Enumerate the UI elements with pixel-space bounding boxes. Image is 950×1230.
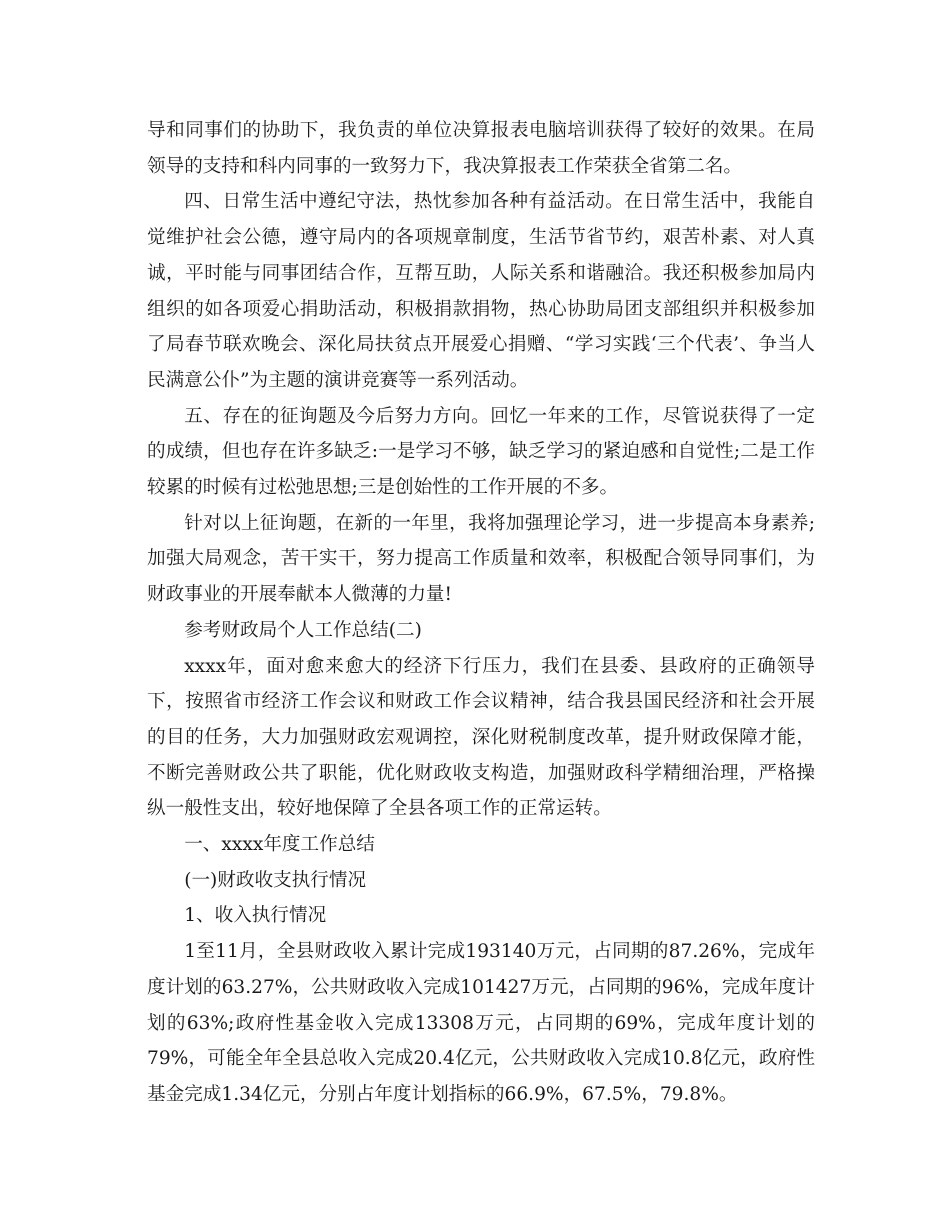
paragraph-daily-life: 四、日常生活中遵纪守法，热忱参加各种有益活动。在日常生活中，我能自觉维护社会公德，遵守局内的各项规章制度，生活节省节约，艰苦朴素、对人真诚，平时能与同事团结合作，互帮互助，人际关系和谐融洽。我还积极参加局内组织的如各项爱心捐助活动，积极捐款捐物，热心协助局团支部组织并积极参加了局春节联欢晚会、深化局扶贫点开展爱心捐赠、“学习实践‘三个代表’、争当人民满意公仆”为主题的演讲竞赛等一系列活动。 (147, 191, 815, 391)
paragraph-plans: 针对以上征询题，在新的一年里，我将加强理论学习，进一步提高本身素养;加强大局观念，苦干实干，努力提高工作质量和效率，积极配合领导同事们，为财政事业的开展奉献本人微薄的力量! (147, 512, 815, 606)
heading-annual-summary: 一、xxxx年度工作总结 (184, 834, 375, 856)
paragraph-overview: xxxx年，面对愈来愈大的经济下行压力，我们在县委、县政府的正确领导下，按照省市经济工作会议和财政工作会议精神，结合我县国民经济和社会开展的目的任务，大力加强财政宏观调控，深化财税制度改革，提升财政保障才能，不断完善财政公共了职能，优化财政收支构造，加强财政科学精细治理，严格操纵一般性支出，较好地保障了全县各项工作的正常运转。 (147, 655, 815, 820)
paragraph-continuation: 导和同事们的协助下，我负责的单位决算报表电脑培训获得了较好的效果。在局领导的支持和科内同事的一致努力下，我决算报表工作荣获全省第二名。 (147, 120, 815, 177)
section-title: 参考财政局个人工作总结(二) (184, 619, 422, 641)
paragraph-problems: 五、存在的征询题及今后努力方向。回忆一年来的工作，尽管说获得了一定的成绩，但也存在许多缺乏:一是学习不够，缺乏学习的紧迫感和自觉性;二是工作较累的时候有过松弛思想;三是创始性的工作开展的不多。 (147, 405, 815, 499)
paragraph-revenue-figures: 1至11月，全县财政收入累计完成193140万元，占同期的87.26%，完成年度计划的63.27%，公共财政收入完成101427万元，占同期的96%，完成年度计划的63%;政府性基金收入完成13308万元，占同期的69%，完成年度计划的79%，可能全年全县总收入完成20.4亿元，公共财政收入完成10.8亿元，政府性基金完成1.34亿元，分别占年度计划指标的66.9%，67.5%，79.8%。 (147, 941, 815, 1105)
heading-revenue-execution: 1、收入执行情况 (184, 905, 327, 927)
heading-fiscal-execution: (一)财政收支执行情况 (184, 869, 367, 891)
document-body (147, 113, 815, 1113)
